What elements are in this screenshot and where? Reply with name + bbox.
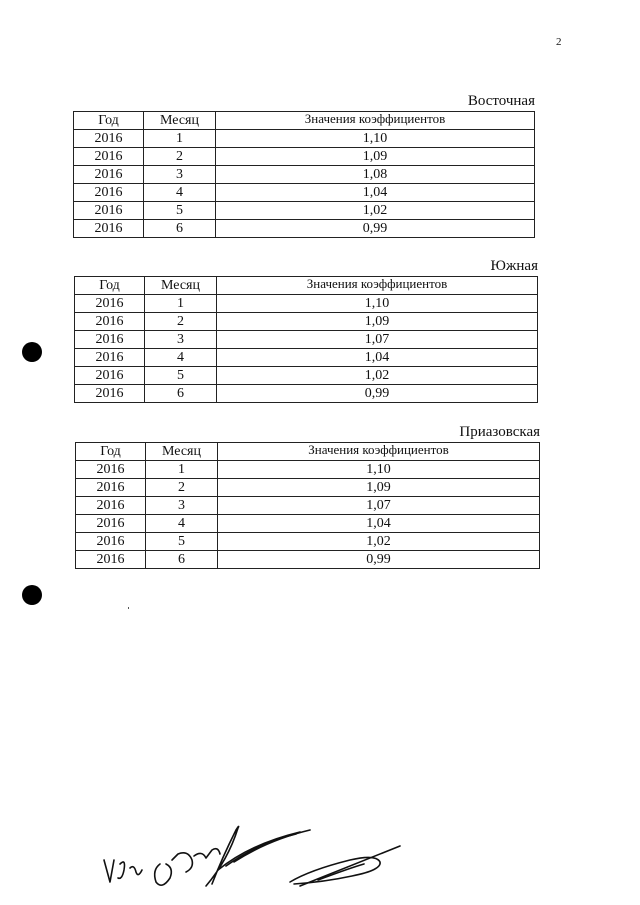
table-row xyxy=(74,202,535,220)
page-number: 2 xyxy=(556,36,562,48)
column-header-value: Значения коэффициентов xyxy=(217,277,538,295)
month-cell: 5 xyxy=(144,202,216,220)
table-row xyxy=(74,130,535,148)
column-header-year: Год xyxy=(75,277,145,295)
handwritten-signature xyxy=(100,820,420,895)
month-cell: 3 xyxy=(146,497,218,515)
value-cell: 1,10 xyxy=(218,461,540,479)
table-row xyxy=(74,148,535,166)
value-cell: 1,10 xyxy=(216,130,535,148)
month-cell: 6 xyxy=(145,385,217,403)
value-cell: 1,09 xyxy=(217,313,538,331)
year-cell: 2016 xyxy=(75,349,145,367)
year-cell: 2016 xyxy=(74,166,144,184)
month-cell: 4 xyxy=(145,349,217,367)
table-row xyxy=(74,184,535,202)
year-cell: 2016 xyxy=(75,313,145,331)
month-cell: 2 xyxy=(145,313,217,331)
year-cell: 2016 xyxy=(75,295,145,313)
coefficients-table xyxy=(74,276,538,403)
table-row xyxy=(75,349,538,367)
month-cell: 2 xyxy=(144,148,216,166)
month-cell: 6 xyxy=(146,551,218,569)
table-row xyxy=(75,295,538,313)
month-cell: 1 xyxy=(146,461,218,479)
scan-speck xyxy=(128,607,129,609)
coefficients-table xyxy=(75,442,540,569)
column-header-year: Год xyxy=(74,112,144,130)
value-cell: 0,99 xyxy=(217,385,538,403)
table-row xyxy=(76,551,540,569)
column-header-value: Значения коэффициентов xyxy=(216,112,535,130)
value-cell: 1,02 xyxy=(218,533,540,551)
punch-hole-bottom xyxy=(22,585,42,605)
column-header-year: Год xyxy=(76,443,146,461)
region-table-block-south xyxy=(74,257,538,403)
table-row xyxy=(75,331,538,349)
year-cell: 2016 xyxy=(74,130,144,148)
table-row xyxy=(76,533,540,551)
year-cell: 2016 xyxy=(76,515,146,533)
table-row xyxy=(74,220,535,238)
table-row xyxy=(76,497,540,515)
column-header-month: Месяц xyxy=(145,277,217,295)
year-cell: 2016 xyxy=(75,367,145,385)
value-cell: 1,02 xyxy=(216,202,535,220)
value-cell: 0,99 xyxy=(218,551,540,569)
year-cell: 2016 xyxy=(74,202,144,220)
table-row xyxy=(75,313,538,331)
value-cell: 1,04 xyxy=(217,349,538,367)
year-cell: 2016 xyxy=(76,551,146,569)
year-cell: 2016 xyxy=(76,461,146,479)
year-cell: 2016 xyxy=(76,533,146,551)
value-cell: 1,07 xyxy=(217,331,538,349)
region-table-block-azov xyxy=(75,423,540,569)
value-cell: 1,04 xyxy=(218,515,540,533)
year-cell: 2016 xyxy=(74,148,144,166)
table-row xyxy=(74,166,535,184)
table-row xyxy=(75,385,538,403)
region-title: Восточная xyxy=(467,93,535,109)
table-row xyxy=(76,479,540,497)
value-cell: 1,10 xyxy=(217,295,538,313)
table-row xyxy=(75,367,538,385)
column-header-month: Месяц xyxy=(146,443,218,461)
month-cell: 3 xyxy=(145,331,217,349)
table-row xyxy=(76,515,540,533)
table-header-row xyxy=(75,277,538,295)
table-row xyxy=(76,461,540,479)
value-cell: 1,09 xyxy=(216,148,535,166)
month-cell: 6 xyxy=(144,220,216,238)
month-cell: 2 xyxy=(146,479,218,497)
month-cell: 4 xyxy=(146,515,218,533)
value-cell: 1,09 xyxy=(218,479,540,497)
month-cell: 1 xyxy=(145,295,217,313)
year-cell: 2016 xyxy=(75,385,145,403)
value-cell: 1,02 xyxy=(217,367,538,385)
month-cell: 5 xyxy=(145,367,217,385)
table-header-row xyxy=(76,443,540,461)
value-cell: 1,07 xyxy=(218,497,540,515)
month-cell: 5 xyxy=(146,533,218,551)
coefficients-table xyxy=(73,111,535,238)
value-cell: 1,04 xyxy=(216,184,535,202)
column-header-value: Значения коэффициентов xyxy=(218,443,540,461)
year-cell: 2016 xyxy=(76,479,146,497)
column-header-month: Месяц xyxy=(144,112,216,130)
region-title: Приазовская xyxy=(459,424,540,440)
region-table-block-east xyxy=(73,92,535,238)
region-title: Южная xyxy=(490,258,538,274)
month-cell: 3 xyxy=(144,166,216,184)
value-cell: 1,08 xyxy=(216,166,535,184)
value-cell: 0,99 xyxy=(216,220,535,238)
year-cell: 2016 xyxy=(74,220,144,238)
year-cell: 2016 xyxy=(74,184,144,202)
month-cell: 1 xyxy=(144,130,216,148)
year-cell: 2016 xyxy=(76,497,146,515)
table-header-row xyxy=(74,112,535,130)
year-cell: 2016 xyxy=(75,331,145,349)
month-cell: 4 xyxy=(144,184,216,202)
punch-hole-top xyxy=(22,342,42,362)
